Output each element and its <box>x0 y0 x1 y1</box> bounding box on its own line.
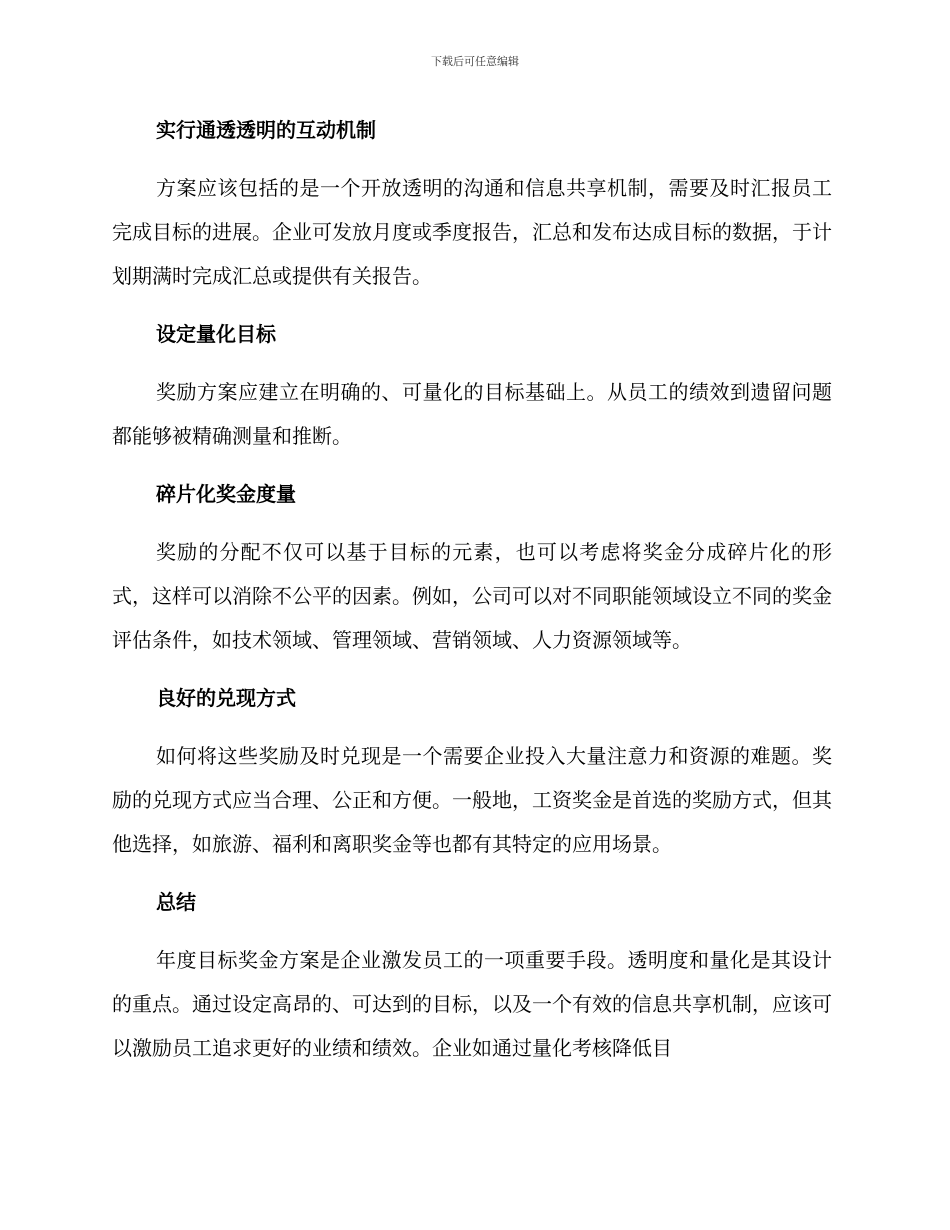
document-body <box>112 108 832 1084</box>
section-heading-fragmented-bonus: 碎片化奖金度量 <box>156 482 296 506</box>
header-note: 下载后可任意编辑 <box>431 55 519 68</box>
section-paragraph-quantified-goals: 奖励方案应建立在明确的、可量化的目标基础上。从员工的绩效到遗留问题都能够被精确测量和推断。 <box>112 380 832 448</box>
section-paragraph-summary: 年度目标奖金方案是企业激发员工的一项重要手段。透明度和量化是其设计的重点。通过设定高昂的、可达到的目标，以及一个有效的信息共享机制，应该可以激励员工追求更好的业绩和绩效。企业如通过量化考核降低目 <box>112 948 832 1060</box>
section-paragraph-payout: 如何将这些奖励及时兑现是一个需要企业投入大量注意力和资源的难题。奖励的兑现方式应当合理、公正和方便。一般地，工资奖金是首选的奖励方式，但其他选择，如旅游、福利和离职奖金等也都有其特定的应用场景。 <box>112 744 832 856</box>
section-paragraph-fragmented-bonus: 奖励的分配不仅可以基于目标的元素，也可以考虑将奖金分成碎片化的形式，这样可以消除不公平的因素。例如，公司可以对不同职能领域设立不同的奖金评估条件，如技术领域、管理领域、营销领域、人力资源领域等。 <box>112 540 832 652</box>
section-heading-quantified-goals: 设定量化目标 <box>156 322 276 346</box>
section-heading-interaction: 实行通透透明的互动机制 <box>156 118 376 142</box>
section-paragraph-interaction: 方案应该包括的是一个开放透明的沟通和信息共享机制，需要及时汇报员工完成目标的进展。企业可发放月度或季度报告，汇总和发布达成目标的数据，于计划期满时完成汇总或提供有关报告。 <box>112 176 832 288</box>
section-heading-summary: 总结 <box>156 890 196 914</box>
section-heading-payout: 良好的兑现方式 <box>156 686 296 710</box>
